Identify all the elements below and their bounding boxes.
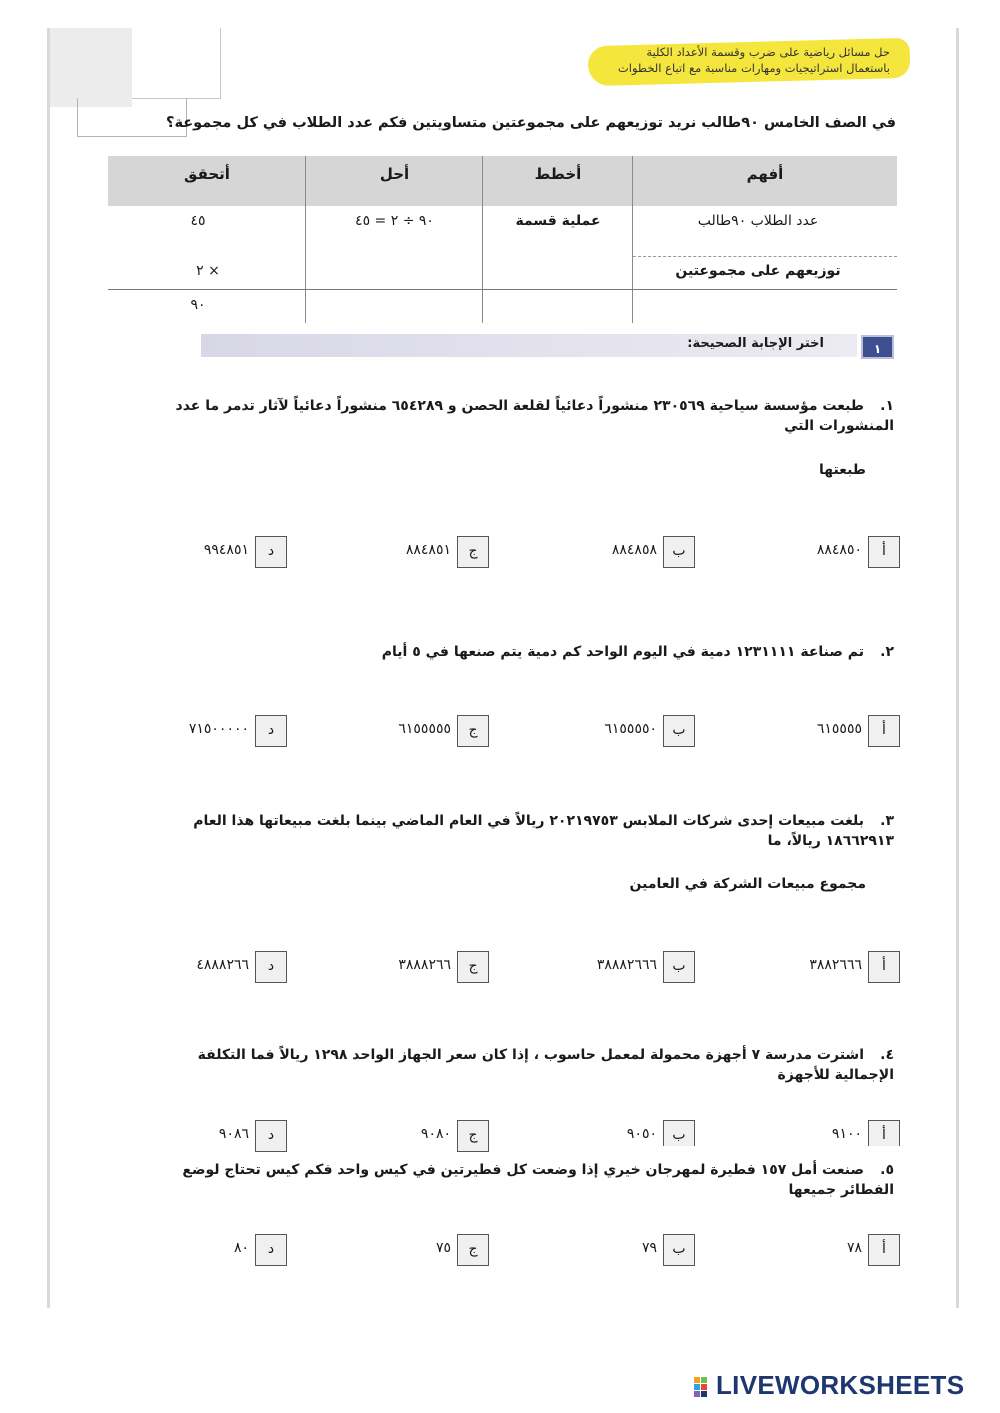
option-letter-b[interactable]: ب xyxy=(663,1234,695,1266)
solve-cell: ٩٠ ÷ ٢ = ٤٥ xyxy=(355,213,434,229)
option-value-b: ٦١٥٥٥٥٠ xyxy=(604,721,657,737)
option-letter-d[interactable]: د xyxy=(255,951,287,983)
option-value-a: ٣٨٨٢٦٦٦ xyxy=(809,957,862,973)
option-letter-c[interactable]: ج xyxy=(457,951,489,983)
option-value-a: ٨٨٤٨٥٠ xyxy=(816,542,862,558)
option-letter-a[interactable]: أ xyxy=(868,951,900,983)
question-text: بلغت مبيعات إحدى شركات الملابس ٢٠٢١٩٧٥٣ ريالاً في العام الماضي بينما بلغت مبيعاتها هذا العام ١٨٦٦٢٩١٣ ريالاً، ما xyxy=(193,813,894,849)
option-value-c: ٩٠٨٠ xyxy=(420,1126,451,1142)
question-text: صنعت أمل ١٥٧ فطيرة لمهرجان خيري إذا وضعت كل فطيرتين في كيس واحد فكم كيس تحتاج لوضع الفطائر جميعها xyxy=(182,1162,894,1198)
option-letter-d[interactable]: د xyxy=(255,1234,287,1266)
question-2 xyxy=(134,642,894,662)
option-letter-d[interactable]: د xyxy=(255,715,287,747)
question-number: ١. xyxy=(880,398,894,414)
header-plan: أخطط xyxy=(483,156,633,206)
option-letter-b[interactable]: ب xyxy=(663,951,695,983)
corner-frame-line xyxy=(132,28,221,99)
option-letter-d[interactable]: د xyxy=(255,1120,287,1152)
option-letter-c[interactable]: ج xyxy=(457,536,489,568)
question-text: طبعت مؤسسة سياحية ٢٣٠٥٦٩ منشوراً دعائياً لقلعة الحصن و ٦٥٤٢٨٩ منشوراً دعائياً لآثار تدمر ما عدد المنشورات التي xyxy=(175,398,894,434)
option-value-b: ٨٨٤٨٥٨ xyxy=(611,542,657,558)
option-letter-d[interactable]: د xyxy=(255,536,287,568)
question-number: ٥. xyxy=(880,1162,894,1178)
option-value-c: ٧٥ xyxy=(435,1240,451,1256)
option-letter-c[interactable]: ج xyxy=(457,715,489,747)
question-1-continuation: طبعتها xyxy=(818,462,866,478)
option-value-b: ٩٠٥٠ xyxy=(626,1126,657,1142)
option-value-a: ٦١٥٥٥٥ xyxy=(816,721,862,737)
option-value-c: ٣٨٨٨٢٦٦ xyxy=(398,957,451,973)
option-value-d: ٧١٥٠٠٠٠٠ xyxy=(188,721,249,737)
option-value-d: ٨٠ xyxy=(233,1240,249,1256)
option-value-a: ٩١٠٠ xyxy=(831,1126,862,1142)
objective-line-2: باستعمال استراتيجيات ومهارات مناسبة مع اتباع الخطوات xyxy=(617,61,890,75)
objective-line-1: حل مسائل رياضية على ضرب وقسمة الأعداد الكلية xyxy=(646,45,890,59)
option-letter-a[interactable]: أ xyxy=(868,536,900,568)
option-letter-c[interactable]: ج xyxy=(457,1120,489,1152)
header-check: أتحقق xyxy=(108,156,306,206)
option-value-d: ٤٨٨٨٢٦٦ xyxy=(196,957,249,973)
question-text: اشترت مدرسة ٧ أجهزة محمولة لمعمل حاسوب ، إذا كان سعر الجهاز الواحد ١٢٩٨ ريالاً فما التكلفة الإجمالية للأجهزة xyxy=(197,1047,894,1083)
option-letter-a[interactable]: أ xyxy=(868,715,900,747)
header-understand: أفهم xyxy=(633,156,897,206)
question-number: ٢. xyxy=(880,644,894,660)
plan-cell: عملية قسمة xyxy=(515,213,601,229)
question-1 xyxy=(134,396,894,436)
check-cell-3: ٩٠ xyxy=(190,297,206,313)
understand-cell-1: عدد الطلاب ٩٠طالب xyxy=(697,213,819,229)
column-divider xyxy=(305,156,306,323)
option-value-c: ٨٨٤٨٥١ xyxy=(405,542,451,558)
column-divider xyxy=(482,156,483,323)
question-number: ٣. xyxy=(880,813,894,829)
question-3-continuation: مجموع مبيعات الشركة في العامين xyxy=(629,876,866,892)
question-text: تم صناعة ١٢٣١١١١ دمية في اليوم الواحد كم دمية يتم صنعها في ٥ أيام xyxy=(381,644,864,660)
option-value-b: ٣٨٨٨٢٦٦٦ xyxy=(596,957,657,973)
option-value-d: ٩٠٨٦ xyxy=(218,1126,249,1142)
question-3 xyxy=(134,811,894,851)
option-letter-b[interactable]: ب xyxy=(663,715,695,747)
option-value-b: ٧٩ xyxy=(641,1240,657,1256)
option-letter-b[interactable]: ب xyxy=(663,1120,695,1146)
question-4 xyxy=(134,1045,894,1085)
section-label: اختر الإجابة الصحيحة: xyxy=(687,336,824,351)
sum-line xyxy=(108,289,897,290)
corner-decoration xyxy=(50,28,132,107)
understand-cell-2: توزيعهم على مجموعتين xyxy=(675,263,841,279)
header-solve: أحل xyxy=(306,156,483,206)
option-value-c: ٦١٥٥٥٥٥ xyxy=(398,721,451,737)
option-value-a: ٧٨ xyxy=(846,1240,862,1256)
liveworksheets-wordmark[interactable]: LIVEWORKSHEETS xyxy=(716,1370,965,1400)
liveworksheets-logo-icon xyxy=(694,1377,716,1399)
option-letter-a[interactable]: أ xyxy=(868,1120,900,1146)
option-letter-c[interactable]: ج xyxy=(457,1234,489,1266)
row-divider xyxy=(633,256,897,257)
objective-text xyxy=(598,44,890,76)
check-cell-1: ٤٥ xyxy=(190,213,206,229)
question-5 xyxy=(134,1160,894,1200)
intro-question: في الصف الخامس ٩٠طالب نريد توزيعهم على مجموعتين متساويتين فكم عدد الطلاب في كل مجموعة؟ xyxy=(166,115,896,131)
option-letter-a[interactable]: أ xyxy=(868,1234,900,1266)
option-letter-b[interactable]: ب xyxy=(663,536,695,568)
check-cell-2: × ٢ xyxy=(196,263,220,279)
steps-table xyxy=(108,156,897,323)
question-number: ٤. xyxy=(880,1047,894,1063)
section-number: ١ xyxy=(861,335,894,359)
column-divider xyxy=(632,156,633,323)
option-value-d: ٩٩٤٨٥١ xyxy=(203,542,249,558)
